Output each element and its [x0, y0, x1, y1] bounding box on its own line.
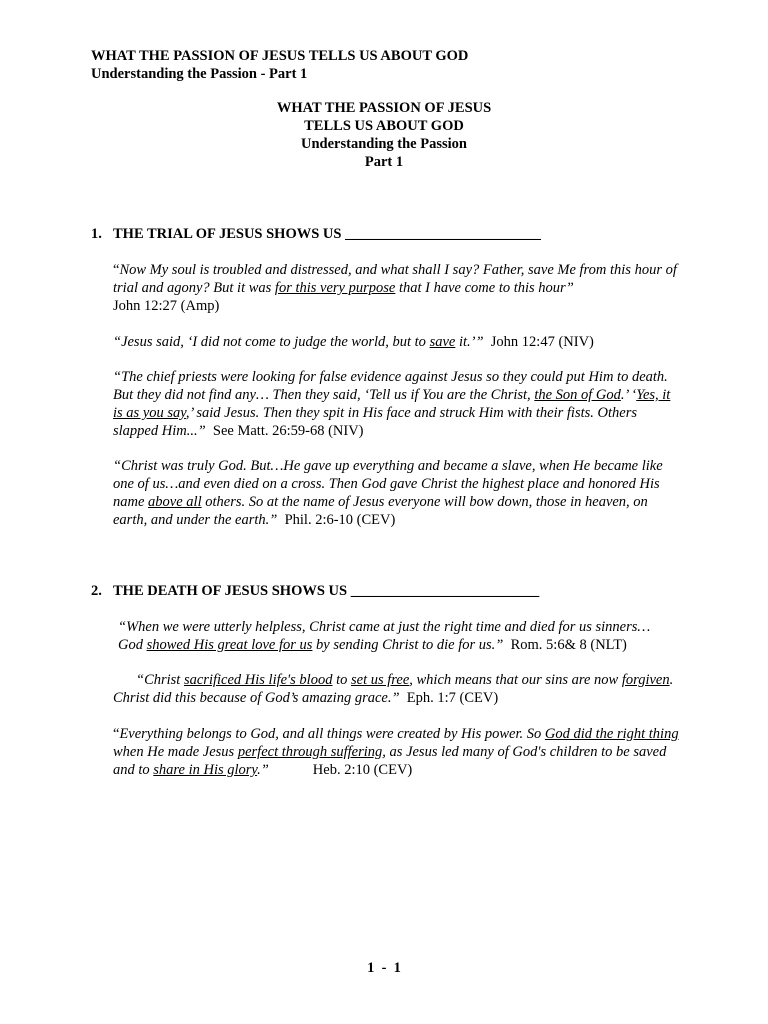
- scripture-reference: Heb. 2:10 (CEV): [312, 762, 413, 778]
- quote-emphasis: perfect through suffering: [237, 744, 383, 760]
- quote-text: “Jesus said, ‘I did not come to judge the world, but to: [113, 334, 430, 350]
- section-1-number: 1.: [91, 226, 102, 242]
- scripture-reference: Rom. 5:6& 8 (NLT): [503, 637, 627, 653]
- page-number: 1 - 1: [367, 960, 401, 976]
- quote-emphasis: forgiven: [621, 672, 670, 688]
- header-line-2: Understanding the Passion - Part 1: [91, 66, 308, 82]
- quote-text: “Christ: [136, 672, 184, 688]
- quote-emphasis: showed His great love for us: [146, 637, 313, 653]
- scripture-reference: Phil. 2:6-10 (CEV): [277, 512, 396, 528]
- quote-text: “When we were utterly helpless, Christ came at just the right time and died for us sinners… God: [118, 619, 651, 653]
- quote-text: “: [113, 262, 120, 278]
- section-1-quote-1: [113, 261, 679, 315]
- quote-text: Everything belongs to God, and all things were created by His power. So: [119, 726, 545, 742]
- section-1-quote-2: [113, 333, 679, 351]
- quote-emphasis: for this very purpose: [274, 280, 396, 296]
- quote-emphasis: set us free: [351, 672, 410, 688]
- section-1-title: THE TRIAL OF JESUS SHOWS US ___________________________: [113, 226, 541, 242]
- quote-text: .”: [257, 762, 269, 778]
- quote-emphasis: God did the right thing: [544, 726, 679, 742]
- quote-text: that I have come to this hour”: [395, 280, 574, 296]
- section-2-quote-1: [118, 618, 678, 654]
- quote-text: “The chief priests were looking for false evidence against Jesus so they could put Him to death. But they did not find any… Then they said, ‘Tell us if You are the Christ,: [113, 369, 668, 403]
- scripture-reference: Eph. 1:7 (CEV): [399, 690, 499, 706]
- section-1-heading: [91, 225, 541, 243]
- running-header: [91, 47, 468, 83]
- section-2-number: 2.: [91, 583, 102, 599]
- section-1-quote-4: [113, 457, 679, 529]
- quote-emphasis: Yes, it is as you say: [113, 387, 671, 421]
- header-line-1: WHAT THE PASSION OF JESUS TELLS US ABOUT GOD: [91, 48, 469, 64]
- quote-emphasis: sacrificed His life's blood: [183, 672, 333, 688]
- quote-emphasis: save: [429, 334, 456, 350]
- quote-text: others. So at the name of Jesus everyone will bow down, those in heaven, on earth, and under the earth.”: [113, 494, 648, 528]
- scripture-reference: John 12:47 (NIV): [483, 334, 594, 350]
- quote-text: .’ ‘: [620, 387, 637, 403]
- title-line-4: Part 1: [364, 154, 404, 170]
- quote-text: “: [113, 726, 120, 742]
- quote-text: , as Jesus led many of God's children to be saved and to: [113, 744, 667, 778]
- title-line-2: TELLS US ABOUT GOD: [304, 118, 464, 134]
- section-1-quote-3: [113, 368, 679, 440]
- scripture-reference: John 12:27 (Amp): [113, 298, 220, 314]
- section-2-title: THE DEATH OF JESUS SHOWS US __________________________: [113, 583, 540, 599]
- section-2-quote-3: [113, 725, 679, 779]
- quote-text: when He made Jesus: [113, 744, 238, 760]
- title-line-3: Understanding the Passion: [301, 136, 467, 152]
- section-2-heading: [91, 582, 539, 600]
- quote-text: Now My soul is troubled and distressed, and what shall I say? Father, save Me from this hour of trial and agony? But it was: [113, 262, 677, 296]
- quote-emphasis: share in His glory: [153, 762, 258, 778]
- quote-text: by sending Christ to die for us.”: [312, 637, 504, 653]
- quote-text: ,’ said Jesus. Then they spit in His face and struck Him with their fists. Others slapped Him...”: [113, 405, 637, 439]
- document-title: [0, 99, 768, 171]
- quote-emphasis: above all: [148, 494, 202, 510]
- quote-text: to: [332, 672, 351, 688]
- quote-text: “Christ was truly God. But…He gave up everything and became a slave, when He became like one of us…and even died on a cross. Then God gave Christ the highest place and honored His name: [113, 458, 663, 510]
- quote-text: , which means that our sins are now: [409, 672, 622, 688]
- section-2-quote-2: [113, 671, 679, 707]
- quote-text: it.’”: [455, 334, 484, 350]
- title-line-1: WHAT THE PASSION OF JESUS: [276, 100, 492, 116]
- scripture-reference: See Matt. 26:59-68 (NIV): [205, 423, 364, 439]
- quote-emphasis: the Son of God: [534, 387, 621, 403]
- quote-text: . Christ did this because of God’s amazing grace.”: [113, 672, 674, 706]
